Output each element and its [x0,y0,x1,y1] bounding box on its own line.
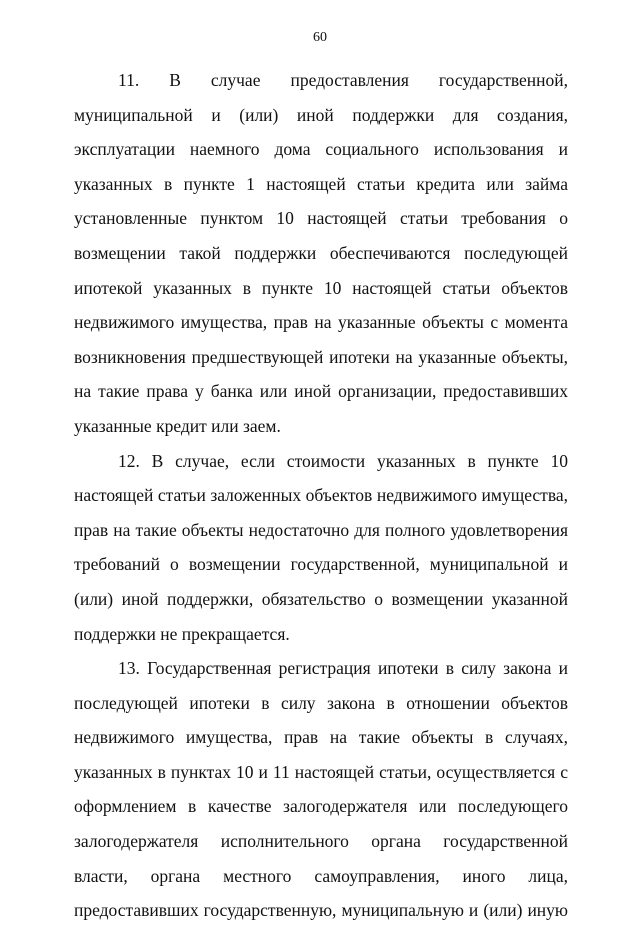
page-number: 60 [313,30,327,45]
paragraph-13: 13. Государственная регистрация ипотеки в силу закона и последующей ипотеки в силу закона в отношении объектов недвижимого имущества, прав на такие объекты в случаях, указанных в пунктах 10 и 11 настоящей статьи, осуществляется с оформлением в качестве залогодержателя или последующего залогодержателя исполнительного органа государственной власти, органа местного самоуправления, иного лица, предоставивших государственную, муниципальную и (или) иную [74,658,568,921]
document-body [74,63,568,928]
paragraph-11: 11. В случае предоставления государственной, муниципальной и (или) иной поддержки для создания, эксплуатации наемного дома социального использования и указанных в пункте 1 настоящей статьи кредита или займа установленные пунктом 10 настоящей статьи требования о возмещении такой поддержки обеспечиваются последующей ипотекой указанных в пункте 10 настоящей статьи объектов недвижимого имущества, прав на указанные объекты с момента возникновения предшествующей ипотеки на указанные объекты, на такие права у банка или иной организации, предоставивших указанные кредит или заем. [74,70,568,436]
paragraph-12: 12. В случае, если стоимости указанных в пункте 10 настоящей статьи заложенных объектов недвижимого имущества, прав на такие объекты недостаточно для полного удовлетворения требований о возмещении государственной, муниципальной и (или) иной поддержки, обязательство о возмещении указанной поддержки не прекращается. [74,450,568,644]
